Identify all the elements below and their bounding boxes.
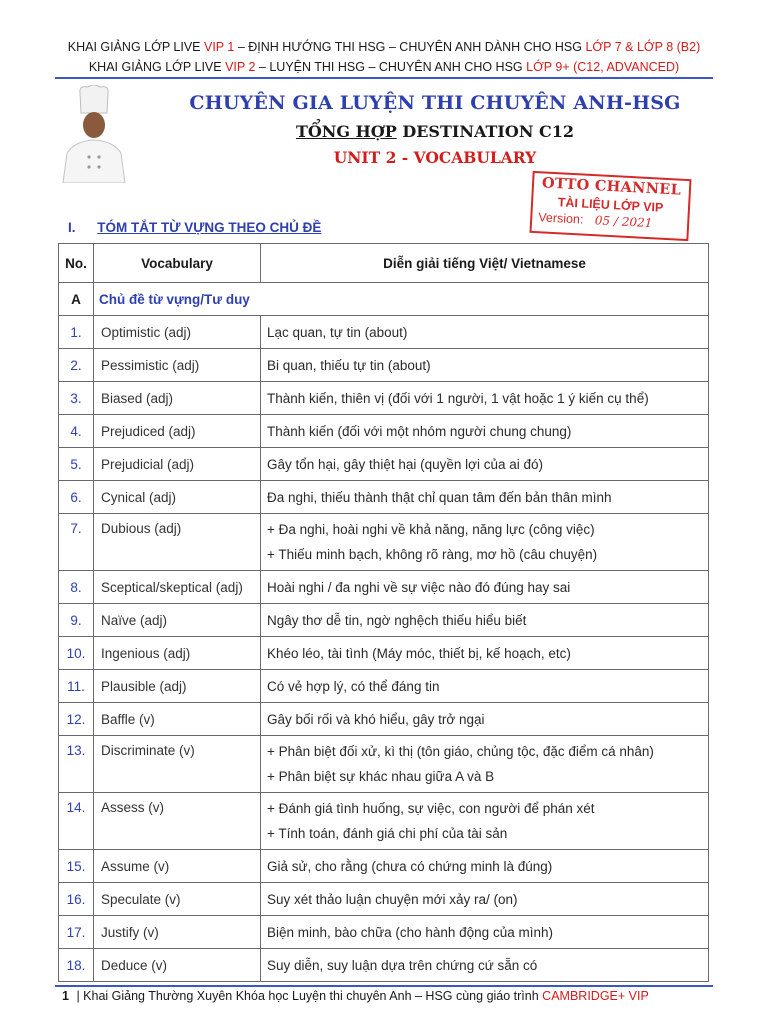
vietnamese-meaning	[261, 604, 709, 637]
column-header-vietnamese: Diễn giải tiếng Việt/ Vietnamese	[261, 244, 709, 283]
table-row	[59, 481, 709, 514]
meaning-line: Thành kiến (đối với một nhóm người chung chung)	[267, 423, 572, 439]
vietnamese-meaning	[261, 703, 709, 736]
vietnamese-meaning	[261, 883, 709, 916]
category-label: Chủ đề từ vựng/Tư duy	[94, 283, 709, 316]
vietnamese-meaning	[261, 316, 709, 349]
page-number: 1	[62, 989, 69, 1003]
vietnamese-meaning	[261, 637, 709, 670]
row-number: 12.	[59, 703, 94, 736]
vocabulary-word: Prejudicial (adj)	[94, 448, 261, 481]
row-number: 10.	[59, 637, 94, 670]
row-number: 5.	[59, 448, 94, 481]
header-2-d: LỚP 9+ (C12, ADVANCED)	[526, 60, 680, 74]
table-row	[59, 736, 709, 793]
header-2-b: VIP 2	[225, 60, 256, 74]
vocabulary-word: Assess (v)	[94, 793, 261, 850]
vocabulary-word: Pessimistic (adj)	[94, 349, 261, 382]
meaning-line: Biện minh, bào chữa (cho hành động của mình)	[267, 924, 553, 940]
vocabulary-word: Assume (v)	[94, 850, 261, 883]
stamp-line-1: OTTO CHANNEL	[541, 174, 682, 199]
meaning-line: Bi quan, thiếu tự tin (about)	[267, 357, 431, 373]
column-header-vocabulary: Vocabulary	[94, 244, 261, 283]
header-1-c: – ĐỊNH HƯỚNG THI HSG – CHUYÊN ANH DÀNH CHO HSG	[237, 40, 582, 54]
footer-divider	[55, 985, 713, 987]
table-header-row	[59, 244, 709, 283]
meaning-line: Khéo léo, tài tình (Máy móc, thiết bị, kế hoạch, etc)	[267, 645, 571, 661]
table-row	[59, 571, 709, 604]
row-number: 7.	[59, 514, 94, 571]
meaning-line: Giả sử, cho rằng (chưa có chứng minh là đúng)	[267, 858, 553, 874]
table-row	[59, 604, 709, 637]
vocabulary-word: Biased (adj)	[94, 382, 261, 415]
meaning-line: + Đánh giá tình huống, sự việc, con người để phán xét	[267, 801, 595, 816]
vocabulary-word: Cynical (adj)	[94, 481, 261, 514]
stamp-version	[532, 211, 687, 232]
header-2-c: – LUYỆN THI HSG – CHUYÊN ANH CHO HSG	[258, 60, 523, 74]
vietnamese-meaning	[261, 736, 709, 793]
vietnamese-meaning	[261, 382, 709, 415]
vietnamese-meaning	[261, 793, 709, 850]
table-row	[59, 349, 709, 382]
meaning-line: Đa nghi, thiếu thành thật chỉ quan tâm đến bản thân mình	[267, 489, 612, 505]
table-row	[59, 415, 709, 448]
meaning-line: + Tính toán, đánh giá chi phí của tài sản	[267, 826, 508, 841]
header-line-2	[0, 60, 768, 74]
row-number: 14.	[59, 793, 94, 850]
table-row	[59, 316, 709, 349]
vocabulary-word: Speculate (v)	[94, 883, 261, 916]
vocabulary-word: Plausible (adj)	[94, 670, 261, 703]
meaning-line: Lạc quan, tự tin (about)	[267, 324, 408, 340]
meaning-line: Suy diễn, suy luận dựa trên chứng cứ sẵn có	[267, 957, 538, 973]
row-number: 11.	[59, 670, 94, 703]
vietnamese-meaning	[261, 949, 709, 982]
row-number: 1.	[59, 316, 94, 349]
meaning-line: Ngây thơ dễ tin, ngờ nghệch thiếu hiểu biết	[267, 612, 527, 628]
table-row	[59, 793, 709, 850]
stamp-version-label: Version:	[537, 210, 584, 227]
meaning-line: + Phân biệt sự khác nhau giữa A và B	[267, 769, 495, 784]
vietnamese-meaning	[261, 670, 709, 703]
footer-text: | Khai Giảng Thường Xuyên Khóa học Luyện thi chuyên Anh – HSG cùng giáo trình	[76, 989, 539, 1003]
vocabulary-word: Baffle (v)	[94, 703, 261, 736]
row-number: 9.	[59, 604, 94, 637]
meaning-line: Gây bối rối và khó hiểu, gây trở ngại	[267, 711, 485, 727]
row-number: 18.	[59, 949, 94, 982]
column-header-no: No.	[59, 244, 94, 283]
section-title: TÓM TẮT TỪ VỰNG THEO CHỦ ĐỀ	[97, 220, 322, 235]
vietnamese-meaning	[261, 481, 709, 514]
meaning-line: + Thiếu minh bạch, không rõ ràng, mơ hồ (câu chuyện)	[267, 547, 598, 562]
header-1-a: KHAI GIẢNG LỚP LIVE	[67, 40, 201, 54]
vocabulary-word: Sceptical/skeptical (adj)	[94, 571, 261, 604]
row-number: 6.	[59, 481, 94, 514]
chef-portrait	[55, 85, 133, 183]
vietnamese-meaning	[261, 850, 709, 883]
meaning-line: + Đa nghi, hoài nghi về khả năng, năng lực (công việc)	[267, 522, 595, 537]
section-heading	[68, 220, 321, 235]
header-1-d: LỚP 7 & LỚP 8 (B2)	[585, 40, 701, 54]
row-number: 16.	[59, 883, 94, 916]
document-subtitle	[140, 122, 730, 141]
category-letter: A	[59, 283, 94, 316]
vocabulary-word: Justify (v)	[94, 916, 261, 949]
meaning-line: Hoài nghi / đa nghi về sự việc nào đó đúng hay sai	[267, 579, 571, 595]
table-row	[59, 883, 709, 916]
vietnamese-meaning	[261, 415, 709, 448]
vocabulary-word: Optimistic (adj)	[94, 316, 261, 349]
meaning-line: Gây tổn hại, gây thiệt hại (quyền lợi của ai đó)	[267, 456, 544, 472]
header-divider	[55, 77, 713, 79]
table-row	[59, 382, 709, 415]
stamp-version-value: 05 / 2021	[594, 213, 653, 231]
vocabulary-word: Deduce (v)	[94, 949, 261, 982]
header-2-a: KHAI GIẢNG LỚP LIVE	[88, 60, 222, 74]
page-footer	[62, 989, 649, 1003]
footer-highlight: CAMBRIDGE+ VIP	[542, 989, 649, 1003]
vocabulary-word: Dubious (adj)	[94, 514, 261, 571]
vietnamese-meaning	[261, 349, 709, 382]
table-row	[59, 916, 709, 949]
category-row	[59, 283, 709, 316]
row-number: 4.	[59, 415, 94, 448]
document-title: CHUYÊN GIA LUYỆN THI CHUYÊN ANH-HSG	[189, 92, 681, 114]
meaning-line: + Phân biệt đối xử, kì thị (tôn giáo, chủng tộc, đặc điểm cá nhân)	[267, 744, 654, 759]
row-number: 17.	[59, 916, 94, 949]
otto-channel-stamp	[529, 171, 691, 241]
table-row	[59, 637, 709, 670]
subtitle-b: DESTINATION C12	[402, 122, 575, 141]
header-line-1	[0, 40, 768, 54]
vocabulary-table	[58, 243, 709, 982]
vietnamese-meaning	[261, 514, 709, 571]
meaning-line: Suy xét thảo luận chuyện mới xảy ra/ (on)	[267, 891, 518, 907]
unit-title: UNIT 2 - VOCABULARY	[333, 148, 537, 167]
table-row	[59, 670, 709, 703]
vocabulary-word: Naïve (adj)	[94, 604, 261, 637]
vocabulary-word: Prejudiced (adj)	[94, 415, 261, 448]
row-number: 2.	[59, 349, 94, 382]
stamp-line-2: TÀI LIỆU LỚP VIP	[557, 194, 664, 215]
vietnamese-meaning	[261, 571, 709, 604]
vocabulary-word: Ingenious (adj)	[94, 637, 261, 670]
row-number: 13.	[59, 736, 94, 793]
table-row	[59, 850, 709, 883]
table-row	[59, 949, 709, 982]
meaning-line: Thành kiến, thiên vị (đối với 1 người, 1 vật hoặc 1 ý kiến cụ thể)	[267, 390, 649, 406]
header-1-b: VIP 1	[204, 40, 235, 54]
table-row	[59, 514, 709, 571]
meaning-line: Có vẻ hợp lý, có thể đáng tin	[267, 678, 440, 694]
section-number: I.	[68, 220, 76, 235]
table-row	[59, 448, 709, 481]
vocabulary-word: Discriminate (v)	[94, 736, 261, 793]
vietnamese-meaning	[261, 916, 709, 949]
vietnamese-meaning	[261, 448, 709, 481]
subtitle-a: TỔNG HỢP	[295, 122, 397, 141]
row-number: 15.	[59, 850, 94, 883]
row-number: 3.	[59, 382, 94, 415]
table-row	[59, 703, 709, 736]
row-number: 8.	[59, 571, 94, 604]
